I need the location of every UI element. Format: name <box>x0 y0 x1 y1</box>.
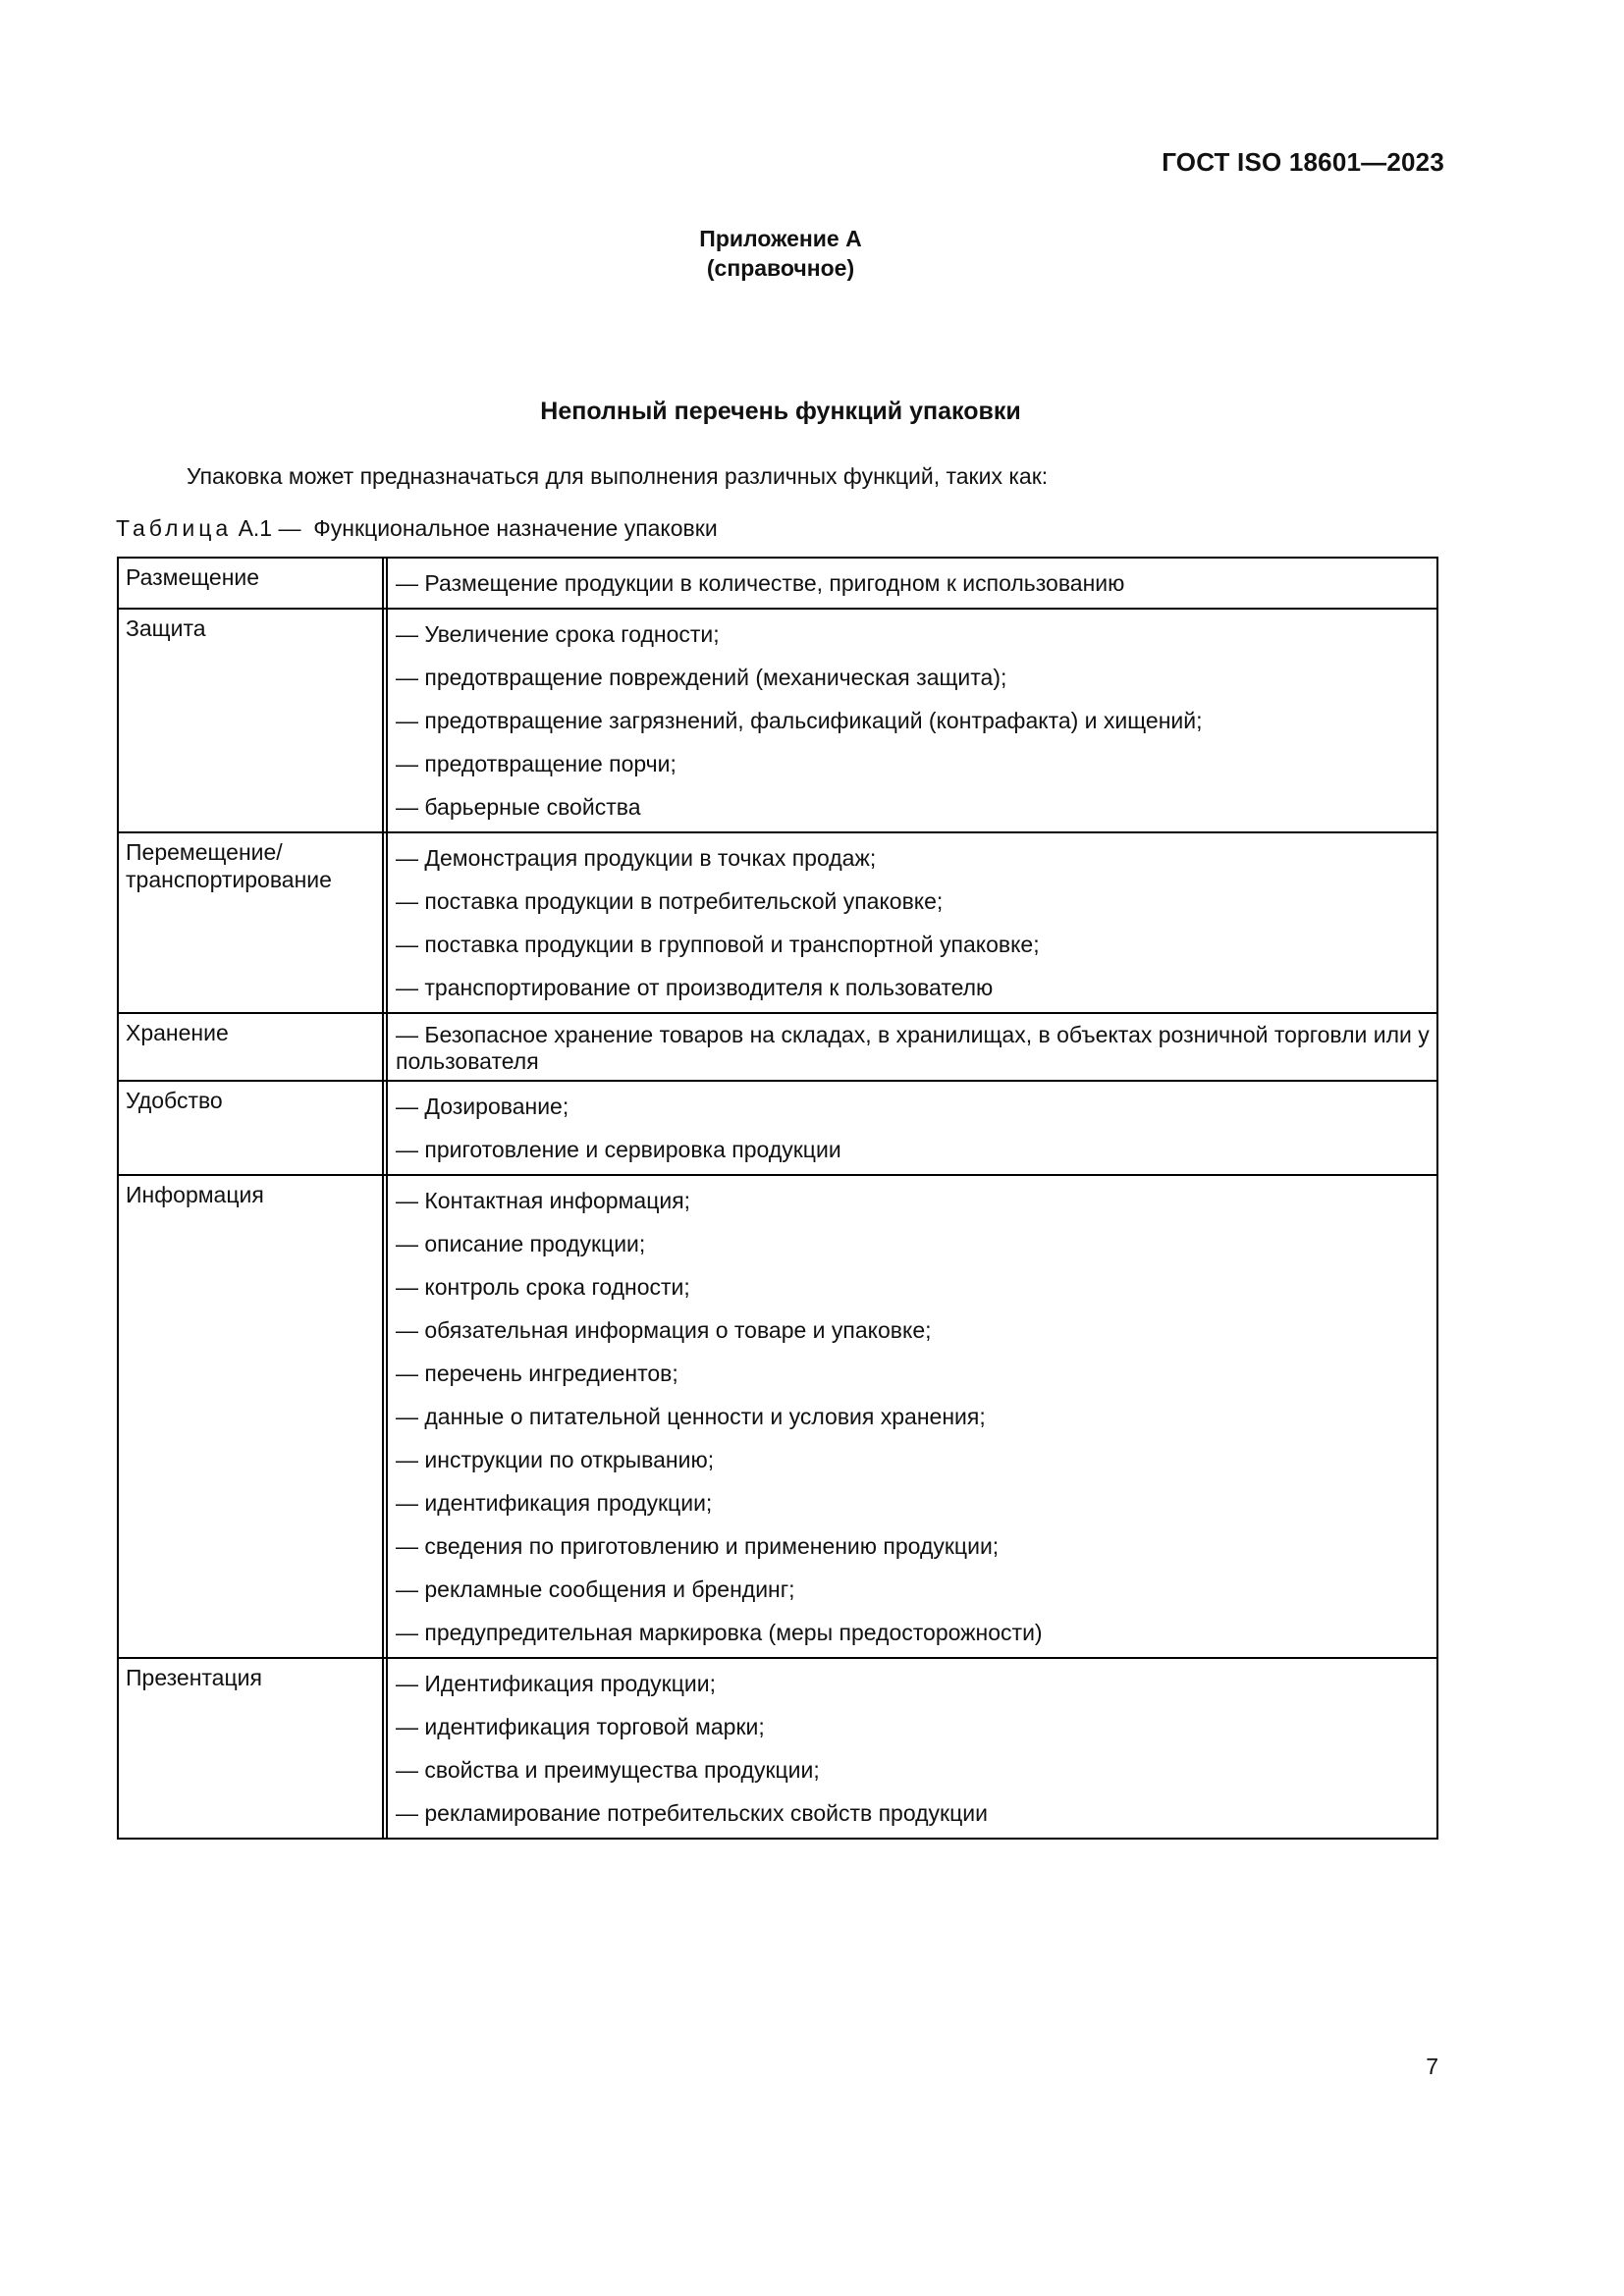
standard-code: ГОСТ ISO 18601—2023 <box>1162 147 1444 177</box>
intro-paragraph: Упаковка может предназначаться для выполнения различных функций, таких как: <box>187 463 1049 489</box>
table-row <box>119 1657 1436 1838</box>
annex-heading <box>0 224 1561 283</box>
function-list <box>388 1014 1436 1080</box>
function-item: — предотвращение повреждений (механическая защита); <box>396 665 1007 690</box>
function-list <box>388 610 1436 831</box>
function-list <box>388 1176 1436 1657</box>
function-item: — идентификация продукции; <box>396 1490 713 1516</box>
function-item: — перечень ингредиентов; <box>396 1361 678 1386</box>
function-item: — поставка продукции в групповой и транспортной упаковке; <box>396 932 1040 957</box>
function-item: — приготовление и сервировка продукции <box>396 1137 841 1162</box>
table-row <box>119 608 1436 831</box>
function-item: — инструкции по открыванию; <box>396 1447 715 1472</box>
page-title: Неполный перечень функций упаковки <box>540 398 1021 425</box>
category-cell: Перемещение/ транспортирование <box>119 833 388 1012</box>
function-item: — рекламирование потребительских свойств продукции <box>396 1800 988 1826</box>
function-item: — обязательная информация о товаре и упаковке; <box>396 1317 932 1343</box>
function-item: — Безопасное хранение товаров на складах, в хранилищах, в объектах розничной торговли или у пользователя <box>396 1022 1430 1074</box>
function-item: — предотвращение порчи; <box>396 751 677 776</box>
function-item: — транспортирование от производителя к пользователю <box>396 975 994 1000</box>
function-item: — свойства и преимущества продукции; <box>396 1757 820 1783</box>
function-item: — идентификация торговой марки; <box>396 1714 765 1739</box>
category-cell: Информация <box>119 1176 388 1657</box>
function-item: — Дозирование; <box>396 1094 569 1119</box>
annex-title: Приложение А <box>699 226 862 251</box>
function-item: — описание продукции; <box>396 1231 646 1256</box>
function-list <box>388 1659 1436 1838</box>
function-list <box>388 559 1436 608</box>
function-item: — предотвращение загрязнений, фальсификаций (контрафакта) и хищений; <box>396 708 1203 733</box>
table-row <box>119 1080 1436 1174</box>
function-item: — поставка продукции в потребительской упаковке; <box>396 888 944 914</box>
table-caption-label: Таблица <box>116 515 233 541</box>
category-cell: Презентация <box>119 1659 388 1838</box>
function-item: — Контактная информация; <box>396 1188 691 1213</box>
category-cell: Размещение <box>119 559 388 608</box>
category-cell: Защита <box>119 610 388 831</box>
function-item: — сведения по приготовлению и применению продукции; <box>396 1533 1000 1559</box>
function-item: — Увеличение срока годности; <box>396 621 720 647</box>
category-cell: Хранение <box>119 1014 388 1080</box>
function-item: — Размещение продукции в количестве, пригодном к использованию <box>396 570 1125 596</box>
function-item: — предупредительная маркировка (меры предосторожности) <box>396 1620 1043 1645</box>
table-row <box>119 1174 1436 1657</box>
function-item: — барьерные свойства <box>396 794 641 820</box>
function-item: — Демонстрация продукции в точках продаж; <box>396 845 877 871</box>
function-list <box>388 1082 1436 1174</box>
function-item: — рекламные сообщения и брендинг; <box>396 1576 795 1602</box>
table-caption-text: Функциональное назначение упаковки <box>313 515 718 541</box>
function-table <box>117 557 1438 1840</box>
table-caption <box>116 515 718 542</box>
function-item: — данные о питательной ценности и условия хранения; <box>396 1404 986 1429</box>
table-row <box>119 1012 1436 1080</box>
annex-status: (справочное) <box>706 255 855 281</box>
page-number: 7 <box>1426 2054 1438 2079</box>
category-cell: Удобство <box>119 1082 388 1174</box>
table-row <box>119 831 1436 1012</box>
function-item: — Идентификация продукции; <box>396 1671 716 1696</box>
function-item: — контроль срока годности; <box>396 1274 690 1300</box>
table-row <box>119 559 1436 608</box>
function-list <box>388 833 1436 1012</box>
table-caption-number: А.1 — <box>232 515 314 541</box>
